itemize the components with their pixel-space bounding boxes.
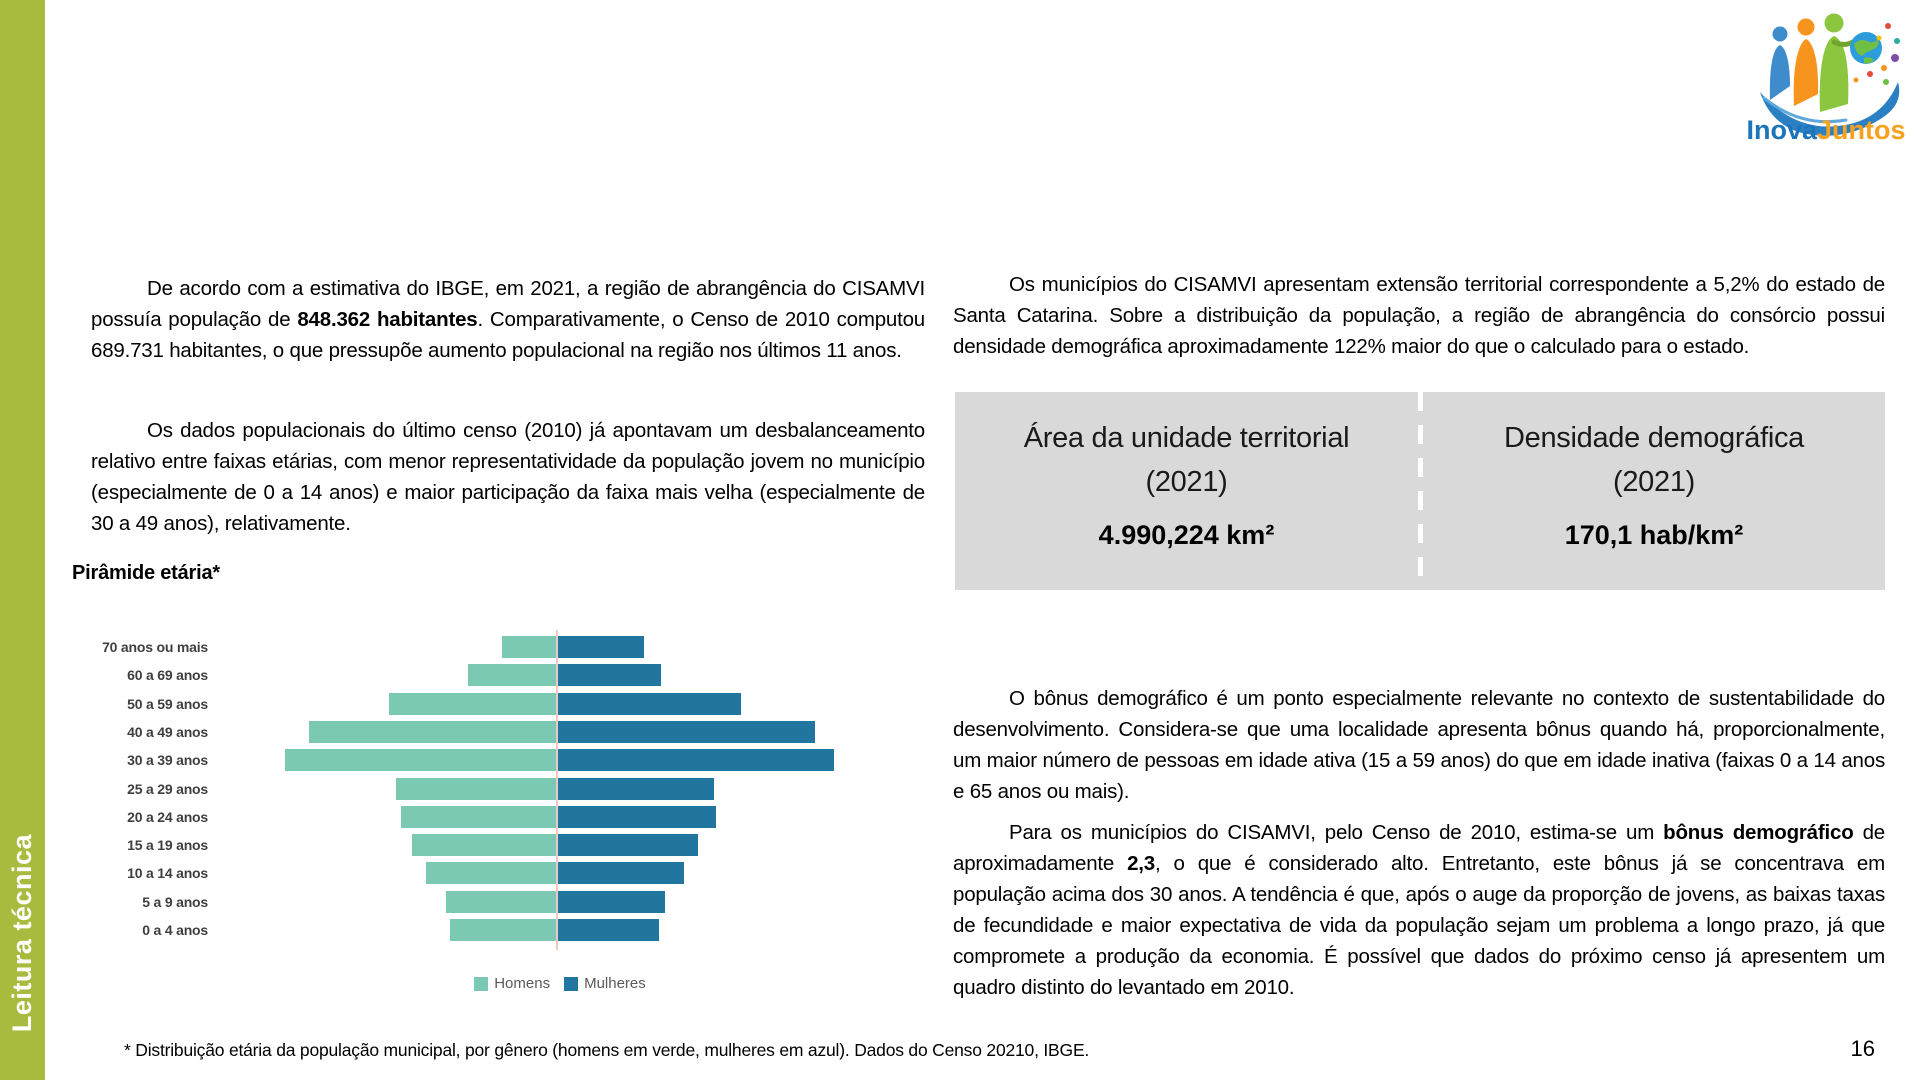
pyramid-bar-mulheres [558, 834, 698, 856]
pyramid-row [85, 718, 845, 746]
pyramid-row [85, 775, 845, 803]
legend-swatch-mulheres [564, 977, 578, 991]
paragraph-census-imbalance: Os dados populacionais do último censo (2010) já apontavam um desbalanceamento relativo entre faixas etárias, com menor representatividade da população jovem no município (especialmente de 0 a 14 anos) e maior participação da faixa mais velha (especialmente de 30 a 49 anos), relativamente. [91, 418, 925, 535]
body-text: Para os municípios do CISAMVI, pelo Censo de 2010, estima-se um [1009, 820, 1664, 844]
pyramid-bar-homens [450, 919, 556, 941]
stat-box-right [1423, 392, 1885, 590]
pyramid-bar-mulheres [558, 891, 665, 913]
population-pyramid-chart [85, 633, 845, 1013]
sidebar-band [0, 0, 45, 1080]
pyramid-bar-mulheres [558, 749, 834, 771]
body-text: , o que é considerado alto. Entretanto, este bônus já se concentrava em população acima dos 30 anos. A tendência é que, após o auge da proporção de jovens, as baixas taxas de fecundidade e maior expectativa de vida da população sejam um problema a longo prazo, já que compromete a produção da economia. É possível que dados do próximo censo já apresentem um quadro distinto do levantado em 2010. [953, 851, 1885, 999]
stat-box-left [955, 392, 1418, 590]
legend-swatch-homens [474, 977, 488, 991]
pyramid-row [85, 633, 845, 661]
pyramid-bar-homens [396, 778, 556, 800]
paragraph-territorial-extension: Os municípios do CISAMVI apresentam extensão territorial correspondente a 5,2% do estado de Santa Catarina. Sobre a distribuição da população, a região de abrangência do consórcio possui densidade demográfica aproximadamente 122% maior do que o calculado para o estado. [953, 272, 1885, 358]
stat-value-density: 170,1 hab/km² [1564, 520, 1744, 550]
paragraph-demographic-bonus: O bônus demográfico é um ponto especialmente relevante no contexto de sustentabilidade do desenvolvimento. Considera-se que uma localidade apresenta bônus quando há, proporcionalmente, um maior número de pessoas em idade ativa (15 a 59 anos) do que em idade inativa (faixas 0 a 14 anos e 65 anos ou mais). [953, 686, 1885, 803]
svg-text:InovaJuntos [1746, 115, 1905, 145]
pyramid-row [85, 888, 845, 916]
page-number: 16 [1850, 1036, 1875, 1061]
pyramid-bar-homens [412, 834, 556, 856]
pyramid-bar-homens [309, 721, 556, 743]
legend-label: Mulheres [584, 975, 646, 992]
age-group-label: 40 a 49 anos [127, 723, 208, 740]
emphasized-text: 2,3 [1127, 851, 1155, 875]
pyramid-bar-homens [468, 664, 556, 686]
pyramid-bar-mulheres [558, 778, 714, 800]
pyramid-bar-mulheres [558, 806, 716, 828]
paragraph-ibge-estimate [91, 273, 925, 366]
pyramid-bar-mulheres [558, 664, 661, 686]
pyramid-bar-homens [446, 891, 556, 913]
inovajuntos-logo-graphic [1746, 8, 1906, 148]
pyramid-row [85, 916, 845, 944]
body-text: De acordo com a estimativa do IBGE, em 2021, a região de abrangência do CISAMVI possuía população de [91, 276, 925, 331]
pyramid-bar-mulheres [558, 693, 741, 715]
sidebar-vertical-label: Leitura técnica [7, 833, 37, 1032]
pyramid-bar-mulheres [558, 862, 684, 884]
chart-legend [285, 975, 835, 992]
inovajuntos-logo [1746, 8, 1906, 148]
stat-title-area-line1: Área da unidade territorial [1023, 422, 1350, 454]
age-group-label: 25 a 29 anos [127, 780, 208, 797]
pyramid-bar-homens [426, 862, 556, 884]
pyramid-row [85, 803, 845, 831]
pyramid-bar-homens [401, 806, 556, 828]
legend-item-homens [474, 975, 550, 992]
pyramid-bar-mulheres [558, 636, 644, 658]
logo-text-juntos: Juntos [1817, 115, 1906, 145]
pyramid-row [85, 746, 845, 774]
age-group-label: 70 anos ou mais [102, 639, 208, 655]
emphasized-text: bônus demográfico [1663, 820, 1854, 844]
body-text: de aproximadamente [953, 820, 1885, 875]
age-group-label: 50 a 59 anos [127, 695, 208, 712]
stat-title-density-line2: (2021) [1612, 466, 1696, 498]
age-group-label: 60 a 69 anos [127, 667, 208, 684]
footnote: * Distribuição etária da população municipal, por gênero (homens em verde, mulheres em azul). Dados do Censo 20210, IBGE. [124, 1040, 1090, 1060]
pyramid-bar-homens [285, 749, 556, 771]
pyramid-bar-mulheres [558, 721, 815, 743]
age-group-label: 15 a 19 anos [127, 837, 208, 854]
age-group-label: 30 a 39 anos [127, 752, 208, 769]
pyramid-bar-mulheres [558, 919, 659, 941]
legend-label: Homens [494, 975, 551, 992]
chart-heading: Pirâmide etária* [72, 562, 220, 584]
body-text: . Comparativamente, o Censo de 2010 computou 689.731 habitantes, o que pressupõe aumento populacional na região nos últimos 11 anos. [91, 307, 925, 362]
stat-title-density [1423, 416, 1885, 504]
stat-value-area: 4.990,224 km² [1098, 520, 1275, 550]
pyramid-row [85, 661, 845, 689]
pyramid-row [85, 690, 845, 718]
age-group-label: 5 a 9 anos [142, 893, 208, 910]
stat-title-area [955, 416, 1418, 504]
emphasized-text: 848.362 habitantes [297, 307, 478, 331]
logo-text-inova: Inova [1746, 115, 1818, 145]
paragraph-bonus-estimate [953, 817, 1885, 1003]
age-group-label: 20 a 24 anos [127, 808, 208, 825]
stat-title-area-line2: (2021) [1145, 466, 1228, 498]
pyramid-bar-homens [389, 693, 556, 715]
age-group-label: 10 a 14 anos [127, 865, 208, 882]
stat-box [955, 392, 1885, 590]
age-group-label: 0 a 4 anos [142, 922, 208, 938]
pyramid-row [85, 831, 845, 859]
legend-item-mulheres [564, 975, 646, 992]
pyramid-bar-homens [502, 636, 556, 658]
stat-title-density-line1: Densidade demográfica [1504, 422, 1804, 454]
pyramid-row [85, 859, 845, 887]
